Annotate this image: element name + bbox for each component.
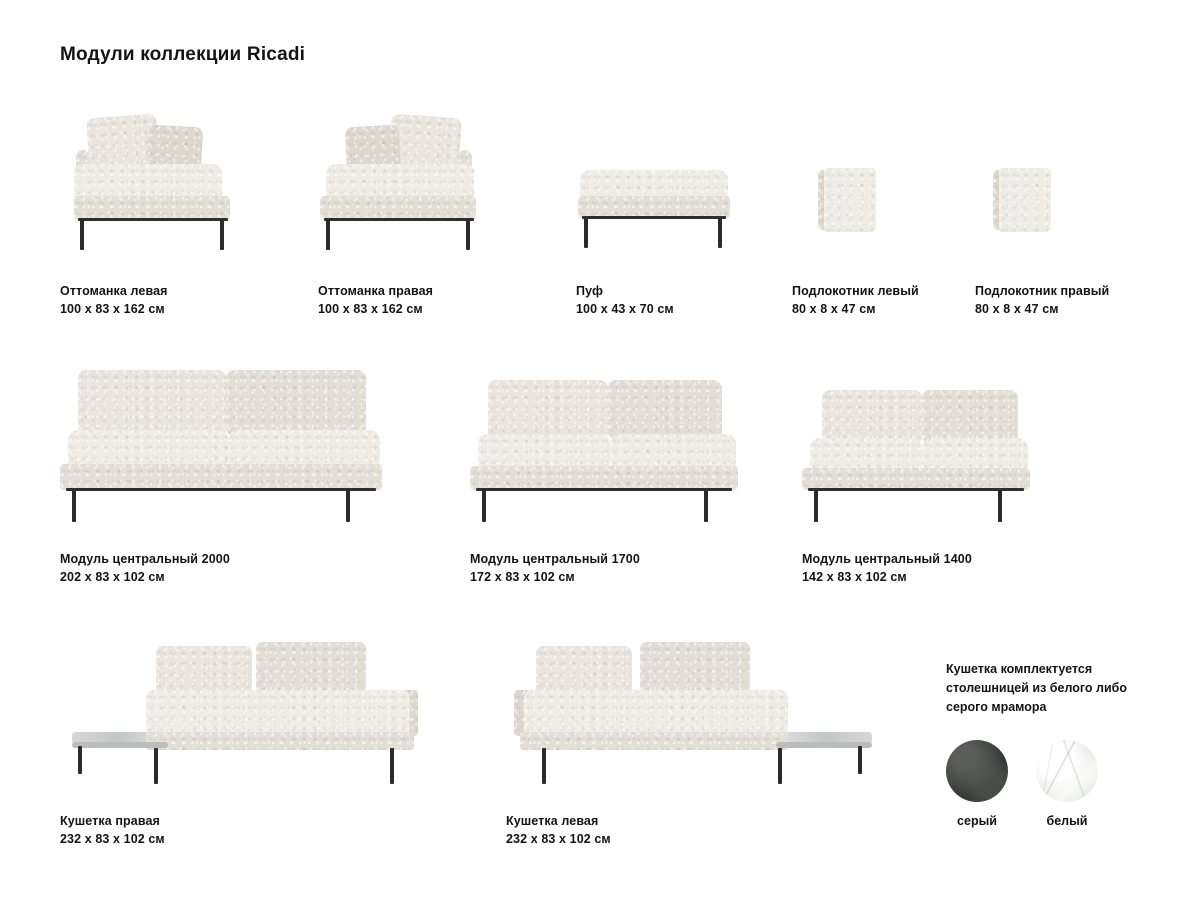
product-name: Подлокотник правый bbox=[975, 284, 1110, 298]
product-dimensions: 100 x 83 x 162 см bbox=[318, 302, 423, 317]
ottoman-right-illustration bbox=[318, 110, 548, 260]
product-card-daybed-right[interactable] bbox=[60, 632, 480, 848]
product-card-ottoman-right[interactable] bbox=[318, 110, 548, 318]
module-center-1400-illustration bbox=[802, 368, 1102, 528]
daybed-left-illustration bbox=[506, 632, 926, 792]
product-dimensions: 100 x 83 x 162 см bbox=[60, 302, 165, 317]
product-name: Подлокотник левый bbox=[792, 284, 919, 298]
product-name: Оттоманка правая bbox=[318, 284, 434, 298]
product-card-armrest-left[interactable] bbox=[792, 110, 972, 318]
product-name: Оттоманка левая bbox=[60, 284, 168, 298]
daybed-right-illustration bbox=[60, 632, 480, 792]
swatch-white-label: белый bbox=[1046, 814, 1088, 829]
product-dimensions: 172 x 83 x 102 см bbox=[470, 570, 575, 585]
swatch-grey[interactable] bbox=[946, 740, 1008, 828]
product-card-ottoman-left[interactable] bbox=[60, 110, 290, 318]
swatch-grey-circle bbox=[946, 740, 1008, 802]
product-dimensions: 232 x 83 x 102 см bbox=[506, 832, 611, 847]
product-name: Модуль центральный 2000 bbox=[60, 552, 230, 566]
product-card-module-2000[interactable] bbox=[60, 368, 460, 586]
product-name: Модуль центральный 1700 bbox=[470, 552, 640, 566]
product-card-pouf[interactable] bbox=[576, 110, 776, 318]
module-center-2000-illustration bbox=[60, 368, 460, 528]
product-dimensions: 142 x 83 x 102 см bbox=[802, 570, 907, 585]
marble-note-block bbox=[946, 660, 1146, 828]
product-dimensions: 100 x 43 x 70 см bbox=[576, 302, 674, 317]
product-name: Кушетка левая bbox=[506, 814, 599, 828]
product-name: Пуф bbox=[576, 284, 604, 298]
product-dimensions: 202 x 83 x 102 см bbox=[60, 570, 165, 585]
product-dimensions: 80 x 8 x 47 см bbox=[975, 302, 1059, 317]
product-dimensions: 80 x 8 x 47 см bbox=[792, 302, 876, 317]
swatch-white[interactable] bbox=[1036, 740, 1098, 828]
product-card-daybed-left[interactable] bbox=[506, 632, 926, 848]
pouf-illustration bbox=[576, 110, 776, 260]
product-dimensions: 232 x 83 x 102 см bbox=[60, 832, 165, 847]
product-name: Модуль центральный 1400 bbox=[802, 552, 972, 566]
armrest-right-illustration bbox=[975, 110, 1155, 260]
ottoman-left-illustration bbox=[60, 110, 290, 260]
product-card-module-1700[interactable] bbox=[470, 368, 810, 586]
product-name: Кушетка правая bbox=[60, 814, 160, 828]
armrest-left-illustration bbox=[792, 110, 972, 260]
swatch-white-circle bbox=[1036, 740, 1098, 802]
swatch-grey-label: серый bbox=[957, 814, 997, 829]
marble-note-text: Кушетка комплектуется столешницей из белого либо серого мрамора bbox=[946, 662, 1127, 714]
module-center-1700-illustration bbox=[470, 368, 810, 528]
product-card-armrest-right[interactable] bbox=[975, 110, 1155, 318]
page-title: Модули коллекции Ricadi bbox=[60, 44, 306, 65]
product-card-module-1400[interactable] bbox=[802, 368, 1102, 586]
